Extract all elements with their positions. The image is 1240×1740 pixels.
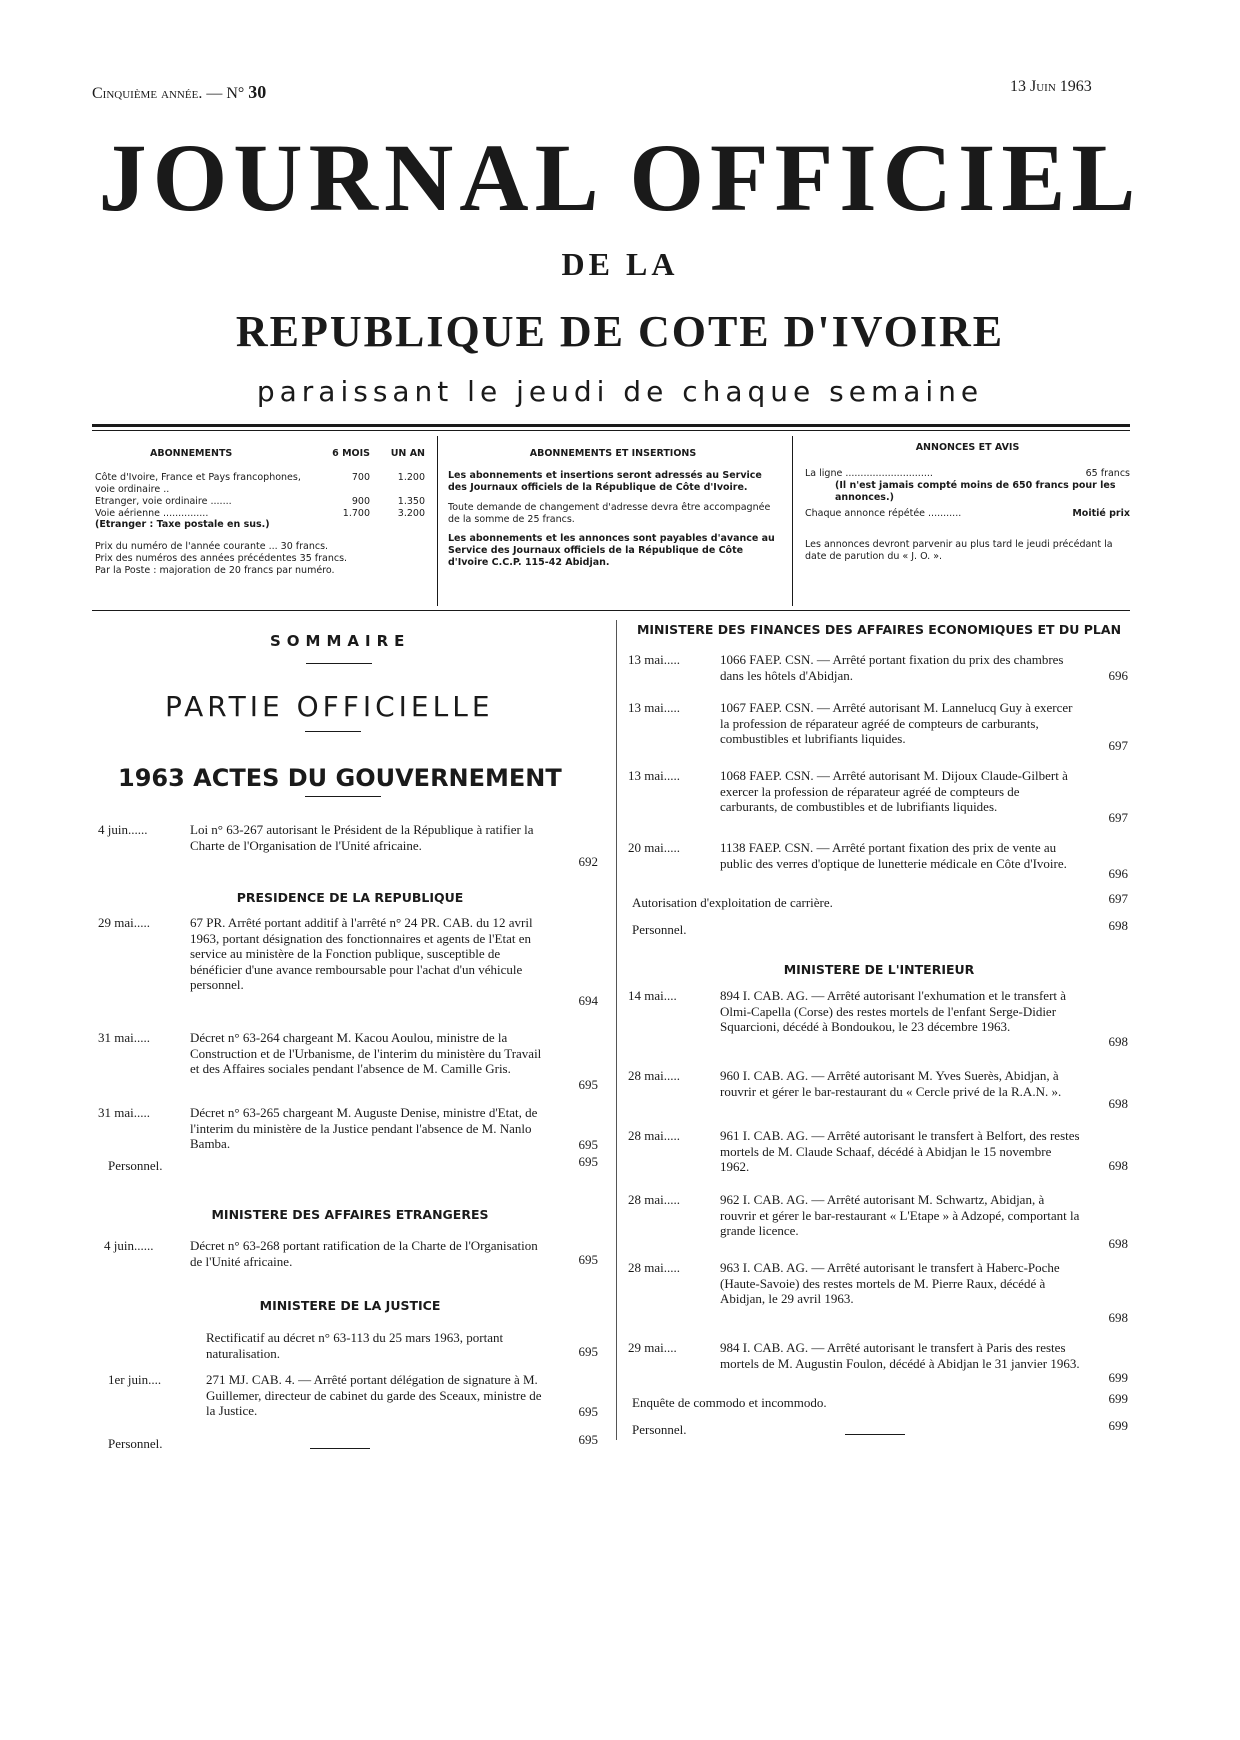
table-row: Voie aérienne ............... 1.700 3.200 — [95, 507, 425, 519]
masthead-de-la: DE LA — [561, 246, 679, 282]
annonces-delai: Les annonces devront parvenir au plus tard le jeudi précédant la date de parution du « J. O. ». — [805, 539, 1113, 563]
repetee-value: Moitié prix — [1072, 507, 1130, 519]
list-item: 29 mai..... 67 PR. Arrêté portant additif à l'arrêté n° 24 PR. CAB. du 12 avril 1963, portant désignation des fonctionnaires et agents de l'Etat en service au ministère de la Fonction publique, susceptible de bénéficier d'une avance remboursable pour l'achat d'un véhicule personnel. 694 — [98, 915, 598, 1008]
list-item: 29 mai.... 984 I. CAB. AG. — Arrêté autorisant le transfert à Paris des restes mortels de M. Augustin Foulon, décédé à Abidjan le 31 janvier 1963. 699 — [628, 1340, 1128, 1385]
masthead-subtitle: paraissant le jeudi de chaque semaine — [256, 375, 984, 408]
issue-number: 30 — [248, 82, 267, 102]
prix-courante: Prix du numéro de l'année courante ... 30 francs. — [95, 541, 329, 553]
par-poste: Par la Poste : majoration de 20 francs par numéro. — [95, 565, 335, 576]
issue-line — [92, 82, 266, 103]
list-item: Personnel. 695 — [108, 1432, 598, 1451]
divider — [305, 796, 381, 797]
partie-officielle: PARTIE OFFICIELLE — [165, 690, 494, 723]
header-rule-top — [92, 424, 1130, 427]
section-justice: MINISTERE DE LA JUSTICE — [259, 1298, 441, 1313]
ligne-label: La ligne ............................. — [805, 467, 933, 479]
list-item: 4 juin...... Décret n° 63-268 portant ratification de la Charte de l'Organisation de l'Unité africaine. 695 — [104, 1238, 598, 1269]
list-item: 28 mai..... 960 I. CAB. AG. — Arrêté autorisant M. Yves Suerès, Abidjan, à rouvrir et gérer le bar-restaurant du « Cercle privé de la R.A.N. ». 698 — [628, 1068, 1128, 1111]
issue-date: 13 Juin 1963 — [1010, 78, 1092, 95]
list-item: 4 juin...... Loi n° 63-267 autorisant le Président de la République à ratifier la Charte de l'Organisation de l'Unité africaine. 692 — [98, 822, 598, 869]
list-item: Enquête de commodo et incommodo. 699 — [632, 1391, 1128, 1410]
section-finances: MINISTERE DES FINANCES DES AFFAIRES ECONOMIQUES ET DU PLAN — [636, 622, 1122, 637]
sommaire-title: SOMMAIRE — [270, 632, 411, 650]
list-item: 28 mai..... 963 I. CAB. AG. — Arrêté autorisant le transfert à Haberc-Poche (Haute-Savoie) des restes mortels de M. Pierre Raux, décédé à Abidjan, le 29 avril 1963. 698 — [628, 1260, 1128, 1325]
section-interieur: MINISTERE DE L'INTERIEUR — [783, 962, 975, 977]
table-row: Etranger, voie ordinaire ....... 900 1.350 — [95, 495, 425, 507]
section-etrangeres: MINISTERE DES AFFAIRES ETRANGERES — [211, 1207, 489, 1222]
list-item: 14 mai.... 894 I. CAB. AG. — Arrêté autorisant l'exhumation et le transfert à Olmi-Capella (Corse) des restes mortels de l'enfant Serge-Didier Squarcioni, décédé à Bondoukou, le 23 décembre 1963. 698 — [628, 988, 1128, 1049]
abonnements-box — [95, 436, 425, 606]
list-item: 13 mai..... 1068 FAEP. CSN. — Arrêté autorisant M. Dijoux Claude-Gilbert à exercer la profession de réparateur agréé de compteurs de carburants, de combustibles et de lubrifiants liquides. 697 — [628, 768, 1128, 825]
annonces-box — [805, 436, 1130, 606]
divider — [306, 663, 372, 664]
section-presidence: PRESIDENCE DE LA REPUBLIQUE — [236, 890, 464, 905]
list-item: 20 mai..... 1138 FAEP. CSN. — Arrêté portant fixation des prix de vente au public des verres d'optique de lunetterie médicale en Côte d'Ivoire. 696 — [628, 840, 1128, 881]
list-item: 1er juin.... 271 MJ. CAB. 4. — Arrêté portant délégation de signature à M. Guillemer, directeur de cabinet du garde des Sceaux, ministre de la Justice. 695 — [108, 1372, 598, 1419]
insertions-box — [448, 436, 778, 606]
postal-note: (Etranger : Taxe postale en sus.) — [95, 519, 270, 531]
list-item: 13 mai..... 1066 FAEP. CSN. — Arrêté portant fixation du prix des chambres dans les hôtels d'Abidjan. 696 — [628, 652, 1128, 683]
masthead-title: JOURNAL OFFICIEL — [98, 124, 1142, 231]
insertions-p2: Toute demande de changement d'adresse devra être accompagnée de la somme de 25 francs. — [448, 501, 771, 525]
prix-precedentes: Prix des numéros des années précédentes 35 francs. — [95, 553, 348, 565]
divider — [845, 1434, 905, 1435]
list-item: Rectificatif au décret n° 63-113 du 25 mars 1963, portant naturalisation. 695 — [206, 1330, 598, 1361]
masthead-republic: REPUBLIQUE DE COTE D'IVOIRE — [235, 307, 1005, 356]
insertions-p1: Les abonnements et insertions seront adressés au Service des Journaux officiels de la République de Côte d'Ivoire. — [448, 469, 762, 493]
box-divider — [792, 436, 793, 606]
header-rule-top-thin — [92, 430, 1130, 431]
insertions-heading: ABONNEMENTS ET INSERTIONS — [529, 448, 697, 459]
list-item: 31 mai..... Décret n° 63-265 chargeant M. Auguste Denise, ministre d'Etat, de l'interim du ministère de la Justice pendant l'absence de M. Nanlo Bamba. 695 — [98, 1105, 598, 1152]
col-6mois: 6 MOIS — [332, 448, 370, 459]
abonnements-heading: ABONNEMENTS — [150, 448, 233, 459]
insertions-p3: Les abonnements et les annonces sont payables d'avance au Service des Journaux officiels de la République de Côte d'Ivoire C.C.P. 115-42 Abidjan. — [448, 533, 775, 569]
table-row: Côte d'Ivoire, France et Pays francophones, voie ordinaire .. 700 1.200 — [95, 471, 425, 495]
list-item: 28 mai..... 961 I. CAB. AG. — Arrêté autorisant le transfert à Belfort, des restes mortels de M. Claude Schaaf, décédé à Abidjan le 15 novembre 1962. 698 — [628, 1128, 1128, 1174]
list-item: Personnel. 698 — [632, 918, 1128, 937]
list-item: 28 mai..... 962 I. CAB. AG. — Arrêté autorisant M. Schwartz, Abidjan, à rouvrir et gérer le bar-restaurant « L'Etape » à Adzopé, comportant la grande licence. 698 — [628, 1192, 1128, 1251]
list-item: Autorisation d'exploitation de carrière. 697 — [632, 891, 1128, 910]
ligne-value: 65 francs — [1085, 467, 1130, 479]
annonces-heading: ANNONCES ET AVIS — [915, 442, 1020, 453]
divider — [310, 1448, 370, 1449]
issue-label: Cinquième année. — N° — [92, 85, 245, 102]
list-item: Personnel. 695 — [108, 1154, 598, 1173]
divider — [305, 731, 361, 732]
box-divider — [437, 436, 438, 606]
list-item: 13 mai..... 1067 FAEP. CSN. — Arrêté autorisant M. Lannelucq Guy à exercer la profession de réparateur agréé de compteurs de carburants, combustibles et lubrifiants liquides. 697 — [628, 700, 1128, 753]
column-divider — [616, 620, 617, 1440]
list-item: Personnel. 699 — [632, 1418, 1128, 1437]
header-rule-bottom — [92, 610, 1130, 611]
repetee-label: Chaque annonce répétée ........... — [805, 507, 962, 519]
actes-heading: 1963 ACTES DU GOUVERNEMENT — [118, 764, 562, 792]
ligne-note: (Il n'est jamais compté moins de 650 francs pour les annonces.) — [835, 479, 1116, 503]
col-1an: UN AN — [390, 448, 425, 459]
list-item: 31 mai..... Décret n° 63-264 chargeant M. Kacou Aoulou, ministre de la Construction et de l'Urbanisme, de l'interim du ministère du Travail et des Affaires sociales pendant l'absence de M. Camille Gris. 695 — [98, 1030, 598, 1092]
